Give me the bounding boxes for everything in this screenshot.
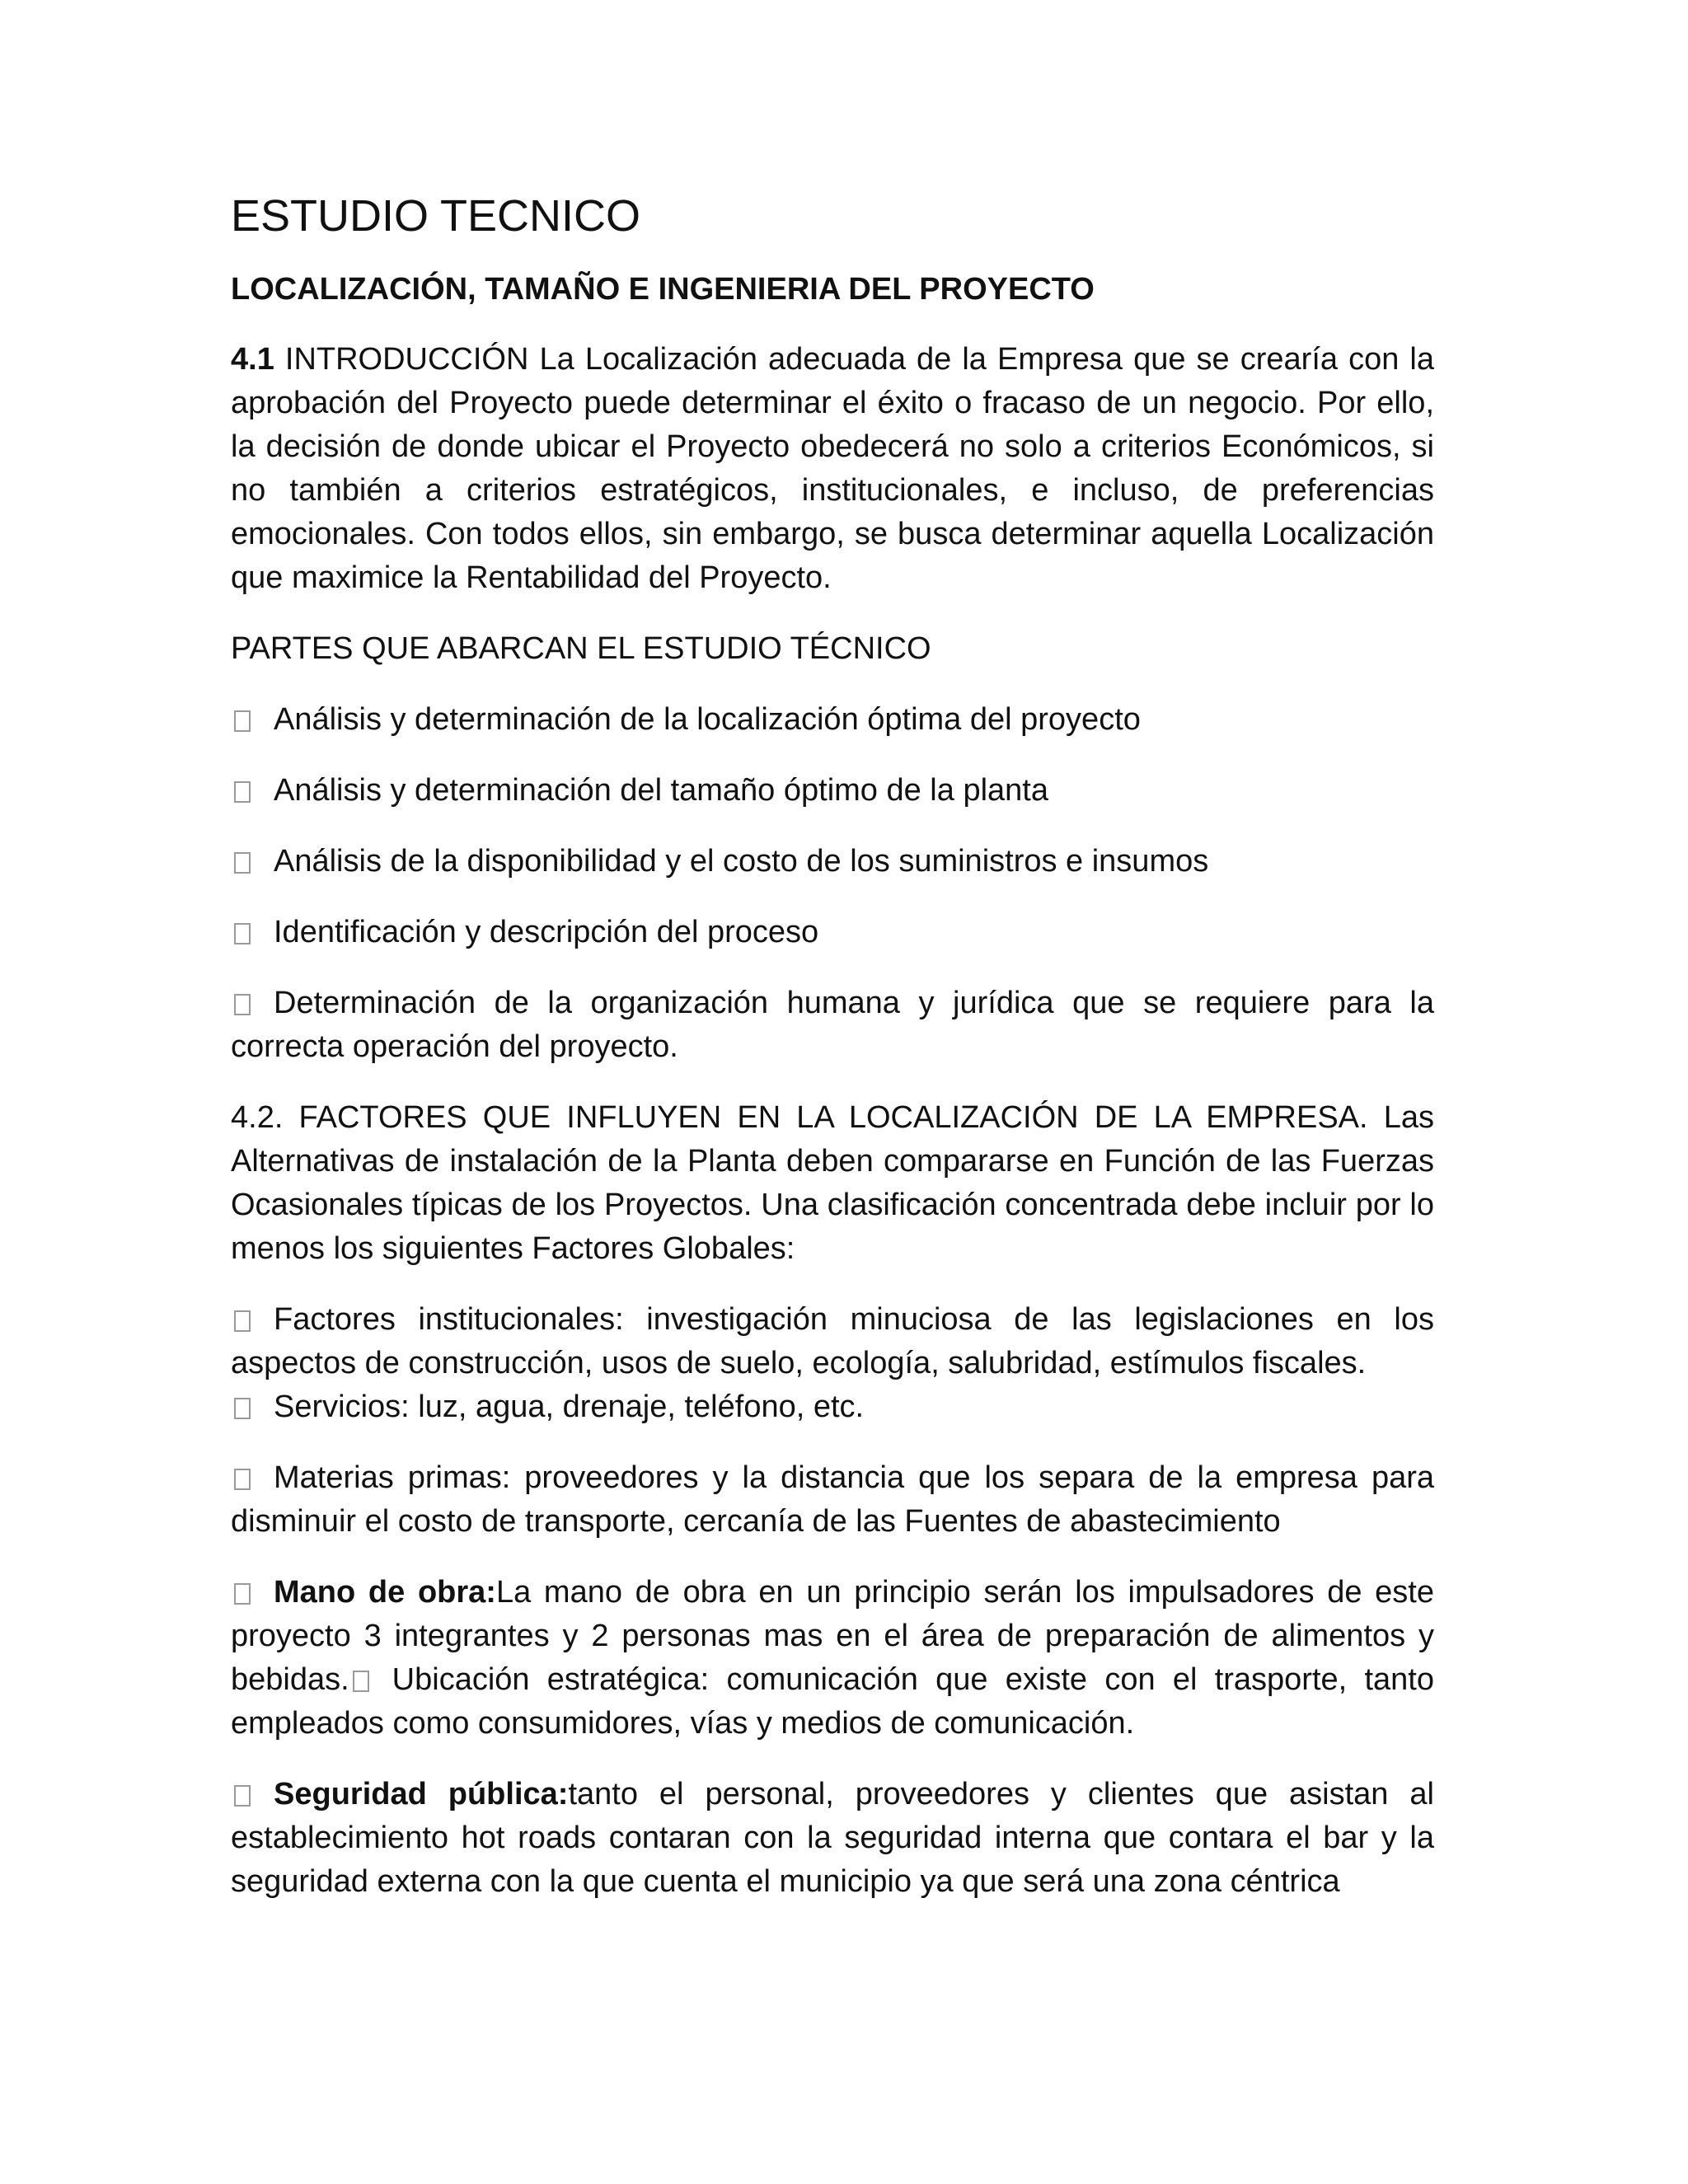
list-item: Factores institucionales: investigación minuciosa de las legislaciones en los aspectos de construcción, usos de suelo, ecología, salubridad, estímulos fiscales.: [231, 1302, 1434, 1380]
bullet-icon: [234, 710, 251, 732]
list-item: Identificación y descripción del proceso: [231, 911, 1434, 954]
section-number: 4.1: [231, 342, 274, 377]
list-item: Mano de obra:La mano de obra en un principio serán los impulsadores de este proyecto 3 integrantes y 2 personas mas en el área de preparación de alimentos y bebidas. Ubicación estratégica: comunicación que existe con el trasporte, tanto empleados como consumidores, vías y medios de comunicación.: [231, 1575, 1434, 1741]
list-item: Determinación de la organización humana y jurídica que se requiere para la correcta operación del proyecto.: [231, 986, 1434, 1064]
bullet-icon: [234, 1583, 251, 1605]
list-item: Análisis de la disponibilidad y el costo de los suministros e insumos: [231, 840, 1434, 883]
bullet-icon: [353, 1671, 369, 1692]
factores-intro-paragraph: 4.2. FACTORES QUE INFLUYEN EN LA LOCALIZACIÓN DE LA EMPRESA. Las Alternativas de instalación de la Planta deben compararse en Función de las Fuerzas Ocasionales típicas de los Proyectos. Una clasificación concentrada debe incluir por lo menos los siguientes Factores Globales:: [231, 1100, 1434, 1266]
bullet-icon: [234, 994, 251, 1015]
bullet-icon: [234, 1398, 251, 1419]
bullet-icon: [234, 1785, 251, 1807]
document-page: [231, 190, 1434, 1931]
bullet-icon: [234, 923, 251, 944]
bullet-icon: [234, 852, 251, 874]
list-item: Materias primas: proveedores y la distancia que los separa de la empresa para disminuir el costo de transporte, cercanía de las Fuentes de abastecimiento: [231, 1460, 1434, 1539]
bullet-icon: [234, 1469, 251, 1490]
document-title: ESTUDIO TECNICO: [231, 191, 641, 241]
bullet-icon: [234, 781, 251, 803]
list-item: Análisis y determinación de la localización óptima del proyecto: [231, 698, 1434, 742]
partes-heading: PARTES QUE ABARCAN EL ESTUDIO TÉCNICO: [231, 631, 931, 666]
mano-label: Mano de obra:: [274, 1575, 496, 1610]
list-item: Servicios: luz, agua, drenaje, teléfono, etc.: [231, 1385, 1434, 1429]
section-subtitle: LOCALIZACIÓN, TAMAÑO E INGENIERIA DEL PROYECTO: [231, 272, 1095, 307]
intro-paragraph: [231, 338, 1434, 600]
list-item: Análisis y determinación del tamaño óptimo de la planta: [231, 769, 1434, 813]
list-item: Seguridad pública:tanto el personal, proveedores y clientes que asistan al establecimiento hot roads contaran con la seguridad interna que contara el bar y la seguridad externa con la que cuenta el municipio ya que será una zona céntrica: [231, 1777, 1434, 1899]
bullet-icon: [234, 1310, 251, 1332]
intro-text: INTRODUCCIÓN La Localización adecuada de la Empresa que se crearía con la aprobación del Proyecto puede determinar el éxito o fracaso de un negocio. Por ello, la decisión de donde ubicar el Proyecto obedecerá no solo a criterios Económicos, si no también a criterios estratégicos, institucionales, e incluso, de preferencias emocionales. Con todos ellos, sin embargo, se busca determinar aquella Localización que maximice la Rentabilidad del Proyecto.: [231, 342, 1434, 595]
seguridad-label: Seguridad pública:: [274, 1777, 569, 1811]
